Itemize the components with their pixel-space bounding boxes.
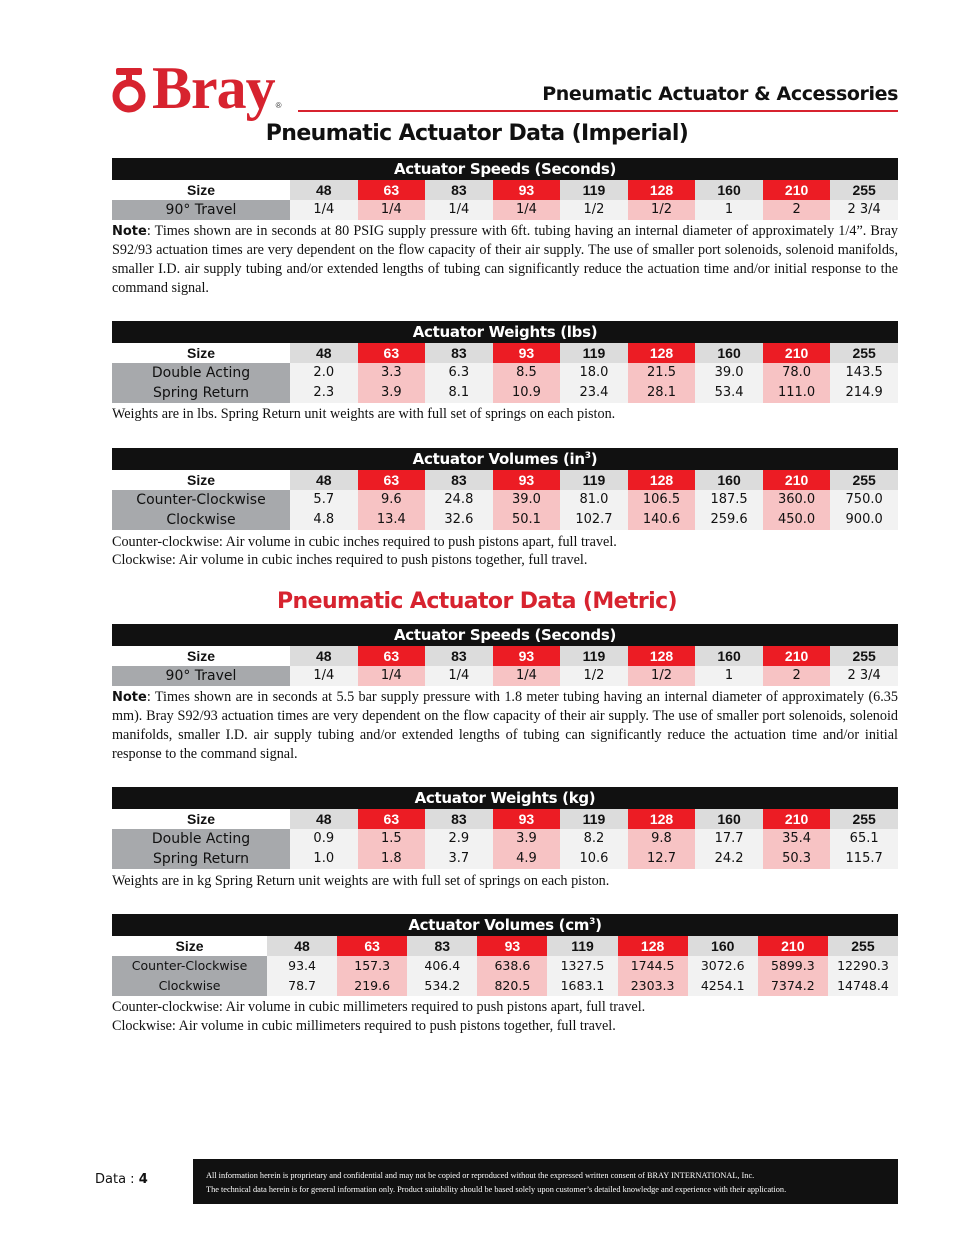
table-cell: 1	[695, 666, 763, 686]
size-header-cell: 128	[628, 343, 696, 363]
size-header-cell: 93	[493, 470, 561, 490]
metric-speeds-table	[112, 624, 898, 686]
imperial-volumes-note-1: Counter-clockwise: Air volume in cubic inches required to push pistons apart, full travel.	[112, 534, 617, 550]
table-cell: 900.0	[830, 510, 898, 530]
table-cell: 3.3	[358, 363, 426, 383]
table-cell: 81.0	[560, 490, 628, 510]
table-cell: 2.0	[290, 363, 358, 383]
table-cell: 1.8	[358, 849, 426, 869]
row-label: 90° Travel	[112, 200, 290, 220]
row-label: Clockwise	[112, 976, 267, 996]
size-header-cell: 83	[425, 470, 493, 490]
size-header-cell: 93	[493, 646, 561, 666]
table-row	[112, 956, 898, 976]
table-cell: 1/4	[425, 666, 493, 686]
imperial-title: Pneumatic Actuator Data (Imperial)	[265, 121, 689, 146]
row-label: Counter-Clockwise	[112, 490, 290, 510]
table-cell: 2 3/4	[830, 666, 898, 686]
table-cell: 143.5	[830, 363, 898, 383]
note-text: : Times shown are in seconds at 80 PSIG supply pressure with 6ft. tubing having an internal diameter of approximately 1/4”. Bray S92/93 actuation times are very dependent on the flow capacity of their air supply. The use of smaller port solenoids, solenoid manifolds, smaller I.D. air supply tubing and/or extended lengths of tubing can significantly reduce the actuation time and/or initial response to the command signal.	[112, 223, 898, 296]
size-header-cell: 255	[830, 180, 898, 200]
table-cell: 1/4	[358, 200, 426, 220]
table-title: Actuator Volumes $(in^3)$	[112, 448, 898, 470]
size-header-cell: 48	[290, 809, 358, 829]
table-cell: 2.3	[290, 383, 358, 403]
size-header-row	[112, 646, 898, 666]
imperial-weights-table	[112, 321, 898, 403]
table-cell: 1/4	[290, 666, 358, 686]
table-cell: 65.1	[830, 829, 898, 849]
brand-name: Bray	[152, 55, 275, 121]
table-cell: 102.7	[560, 510, 628, 530]
size-header-cell: 63	[358, 180, 426, 200]
note-label: Note	[112, 690, 147, 705]
table-cell: 2	[763, 666, 831, 686]
size-header-cell: 83	[407, 936, 477, 956]
table-cell: 2 3/4	[830, 200, 898, 220]
table-cell: 78.0	[763, 363, 831, 383]
table-row	[112, 510, 898, 530]
table-cell: 12.7	[628, 849, 696, 869]
row-label: Double Acting	[112, 829, 290, 849]
metric-volumes-note-2: Clockwise: Air volume in cubic millimeters required to push pistons together, full travel.	[112, 1018, 616, 1034]
table-cell: 219.6	[337, 976, 407, 996]
table-cell: 5.7	[290, 490, 358, 510]
imperial-volumes-table	[112, 448, 898, 530]
size-header-cell: 119	[560, 343, 628, 363]
registered-mark: ®	[275, 101, 282, 110]
imperial-speeds-note	[112, 222, 898, 298]
table-cell: 406.4	[407, 956, 477, 976]
size-header-row	[112, 343, 898, 363]
bray-logo-icon	[112, 62, 146, 114]
size-header-cell: 83	[425, 646, 493, 666]
size-header-cell: 83	[425, 180, 493, 200]
table-cell: 35.4	[763, 829, 831, 849]
page-number	[95, 1172, 148, 1187]
size-header-cell: 63	[358, 809, 426, 829]
header-rule	[298, 110, 898, 112]
legal-line-1: All information herein is proprietary and confidential and may not be copied or reproduced without the expressed written consent of BRAY INTERNATIONAL, Inc.	[206, 1171, 755, 1180]
table-title: Actuator Volumes $(cm^3)$	[112, 914, 898, 936]
table-title: Actuator Speeds (Seconds)	[112, 624, 898, 646]
size-header-cell: 210	[763, 343, 831, 363]
size-header-cell: 128	[618, 936, 688, 956]
size-header-cell: 160	[695, 646, 763, 666]
size-header-row	[112, 470, 898, 490]
table-cell: 4.8	[290, 510, 358, 530]
size-header-cell: 93	[477, 936, 547, 956]
table-cell: 23.4	[560, 383, 628, 403]
size-header-cell: 63	[358, 470, 426, 490]
page-number-value: 4	[138, 1172, 148, 1187]
size-header-cell: 128	[628, 180, 696, 200]
table-row	[112, 666, 898, 686]
table-cell: 638.6	[477, 956, 547, 976]
size-header-cell: 48	[290, 470, 358, 490]
table-title: Actuator Weights (kg)	[112, 787, 898, 809]
size-header-row	[112, 180, 898, 200]
table-cell: 0.9	[290, 829, 358, 849]
table-cell: 1/4	[290, 200, 358, 220]
row-label: Clockwise	[112, 510, 290, 530]
table-cell: 3072.6	[688, 956, 758, 976]
table-cell: 1/4	[358, 666, 426, 686]
size-header-row	[112, 809, 898, 829]
table-cell: 24.8	[425, 490, 493, 510]
table-cell: 24.2	[695, 849, 763, 869]
row-label: 90° Travel	[112, 666, 290, 686]
table-cell: 450.0	[763, 510, 831, 530]
table-cell: 360.0	[763, 490, 831, 510]
table-row	[112, 849, 898, 869]
table-cell: 39.0	[493, 490, 561, 510]
table-cell: 187.5	[695, 490, 763, 510]
size-header-cell: 255	[830, 809, 898, 829]
table-cell: 157.3	[337, 956, 407, 976]
table-cell: 8.5	[493, 363, 561, 383]
size-header-cell: 48	[290, 646, 358, 666]
table-cell: 1/2	[560, 200, 628, 220]
table-cell: 1	[695, 200, 763, 220]
table-cell: 106.5	[628, 490, 696, 510]
table-cell: 3.9	[493, 829, 561, 849]
table-cell: 1/2	[628, 666, 696, 686]
size-label: Size	[112, 809, 290, 829]
table-row	[112, 976, 898, 996]
table-cell: 214.9	[830, 383, 898, 403]
table-cell: 140.6	[628, 510, 696, 530]
size-header-cell: 160	[688, 936, 758, 956]
table-cell: 13.4	[358, 510, 426, 530]
size-header-cell: 48	[290, 180, 358, 200]
size-header-cell: 63	[358, 646, 426, 666]
table-row	[112, 200, 898, 220]
size-header-cell: 93	[493, 180, 561, 200]
size-header-cell: 255	[830, 470, 898, 490]
table-cell: 1.5	[358, 829, 426, 849]
size-header-cell: 160	[695, 343, 763, 363]
size-header-cell: 160	[695, 809, 763, 829]
metric-title: Pneumatic Actuator Data (Metric)	[277, 589, 677, 614]
table-cell: 21.5	[628, 363, 696, 383]
table-cell: 1/4	[493, 200, 561, 220]
table-cell: 3.7	[425, 849, 493, 869]
size-header-cell: 210	[758, 936, 828, 956]
size-header-cell: 210	[763, 180, 831, 200]
size-header-cell: 128	[628, 646, 696, 666]
table-cell: 9.6	[358, 490, 426, 510]
table-cell: 10.6	[560, 849, 628, 869]
table-cell: 17.7	[695, 829, 763, 849]
size-header-cell: 119	[560, 180, 628, 200]
table-cell: 5899.3	[758, 956, 828, 976]
size-header-cell: 119	[560, 809, 628, 829]
row-label: Double Acting	[112, 363, 290, 383]
table-cell: 39.0	[695, 363, 763, 383]
table-cell: 4254.1	[688, 976, 758, 996]
table-cell: 4.9	[493, 849, 561, 869]
table-cell: 50.3	[763, 849, 831, 869]
table-cell: 1683.1	[547, 976, 617, 996]
table-cell: 8.1	[425, 383, 493, 403]
size-header-cell: 160	[695, 180, 763, 200]
table-cell: 2	[763, 200, 831, 220]
size-header-cell: 255	[830, 646, 898, 666]
table-row	[112, 829, 898, 849]
table-cell: 9.8	[628, 829, 696, 849]
size-header-cell: 83	[425, 343, 493, 363]
row-label: Counter-Clockwise	[112, 956, 267, 976]
table-cell: 10.9	[493, 383, 561, 403]
size-header-cell: 210	[763, 470, 831, 490]
size-header-cell: 210	[763, 809, 831, 829]
table-cell: 3.9	[358, 383, 426, 403]
metric-volumes-note-1: Counter-clockwise: Air volume in cubic millimeters required to push pistons apart, full travel.	[112, 999, 646, 1015]
size-header-cell: 93	[493, 343, 561, 363]
size-label: Size	[112, 343, 290, 363]
table-cell: 1/2	[628, 200, 696, 220]
size-label: Size	[112, 180, 290, 200]
table-row	[112, 363, 898, 383]
size-header-cell: 119	[560, 470, 628, 490]
table-cell: 50.1	[493, 510, 561, 530]
table-cell: 2303.3	[618, 976, 688, 996]
imperial-weights-note: Weights are in lbs. Spring Return unit weights are with full set of springs on each piston.	[112, 406, 616, 422]
size-header-cell: 128	[628, 809, 696, 829]
table-title: Actuator Weights (lbs)	[112, 321, 898, 343]
table-cell: 1/4	[425, 200, 493, 220]
table-title: Actuator Speeds (Seconds)	[112, 158, 898, 180]
size-header-cell: 63	[337, 936, 407, 956]
table-cell: 2.9	[425, 829, 493, 849]
imperial-speeds-table	[112, 158, 898, 220]
page-label: Data :	[95, 1172, 135, 1187]
table-cell: 115.7	[830, 849, 898, 869]
table-cell: 32.6	[425, 510, 493, 530]
size-header-cell: 48	[290, 343, 358, 363]
size-header-cell: 210	[763, 646, 831, 666]
metric-volumes-table	[112, 914, 898, 996]
legal-footer	[193, 1159, 898, 1204]
size-header-cell: 255	[830, 343, 898, 363]
size-header-cell: 119	[560, 646, 628, 666]
metric-speeds-note	[112, 688, 898, 764]
table-cell: 1744.5	[618, 956, 688, 976]
size-header-cell: 128	[628, 470, 696, 490]
page-header-title: Pneumatic Actuator & Accessories	[542, 83, 898, 105]
size-header-cell: 93	[493, 809, 561, 829]
table-cell: 8.2	[560, 829, 628, 849]
note-label: Note	[112, 224, 147, 239]
table-cell: 750.0	[830, 490, 898, 510]
table-cell: 14748.4	[828, 976, 898, 996]
table-cell: 534.2	[407, 976, 477, 996]
table-cell: 6.3	[425, 363, 493, 383]
size-header-row	[112, 936, 898, 956]
table-cell: 1/2	[560, 666, 628, 686]
imperial-volumes-note-2: Clockwise: Air volume in cubic inches required to push pistons together, full travel.	[112, 552, 588, 568]
metric-weights-table	[112, 787, 898, 869]
table-cell: 1/4	[493, 666, 561, 686]
table-cell: 259.6	[695, 510, 763, 530]
table-cell: 1327.5	[547, 956, 617, 976]
table-cell: 1.0	[290, 849, 358, 869]
size-label: Size	[112, 646, 290, 666]
row-label: Spring Return	[112, 849, 290, 869]
metric-weights-note: Weights are in kg Spring Return unit weights are with full set of springs on each piston.	[112, 873, 610, 889]
table-cell: 78.7	[267, 976, 337, 996]
size-header-cell: 63	[358, 343, 426, 363]
size-label: Size	[112, 936, 267, 956]
size-header-cell: 119	[547, 936, 617, 956]
table-cell: 18.0	[560, 363, 628, 383]
bray-logo	[112, 55, 282, 121]
table-cell: 111.0	[763, 383, 831, 403]
table-row	[112, 383, 898, 403]
table-cell: 93.4	[267, 956, 337, 976]
size-header-cell: 83	[425, 809, 493, 829]
table-cell: 53.4	[695, 383, 763, 403]
legal-line-2: The technical data herein is for general information only. Product suitability should be based solely upon customer’s detailed knowledge and experience with their application.	[206, 1185, 787, 1194]
table-cell: 12290.3	[828, 956, 898, 976]
size-header-cell: 255	[828, 936, 898, 956]
table-cell: 7374.2	[758, 976, 828, 996]
size-label: Size	[112, 470, 290, 490]
table-cell: 28.1	[628, 383, 696, 403]
size-header-cell: 48	[267, 936, 337, 956]
row-label: Spring Return	[112, 383, 290, 403]
table-cell: 820.5	[477, 976, 547, 996]
size-header-cell: 160	[695, 470, 763, 490]
table-row	[112, 490, 898, 510]
note-text: : Times shown are in seconds at 5.5 bar supply pressure with 1.8 meter tubing having an internal diameter of approximately (6.35 mm). Bray S92/93 actuation times are very dependent on the flow capacity of their air supply. The use of smaller port solenoids, solenoid manifolds, smaller I.D. air supply tubing and/or extended lengths of tubing can significantly reduce the actuation time and/or initial response to the command signal.	[112, 689, 898, 762]
